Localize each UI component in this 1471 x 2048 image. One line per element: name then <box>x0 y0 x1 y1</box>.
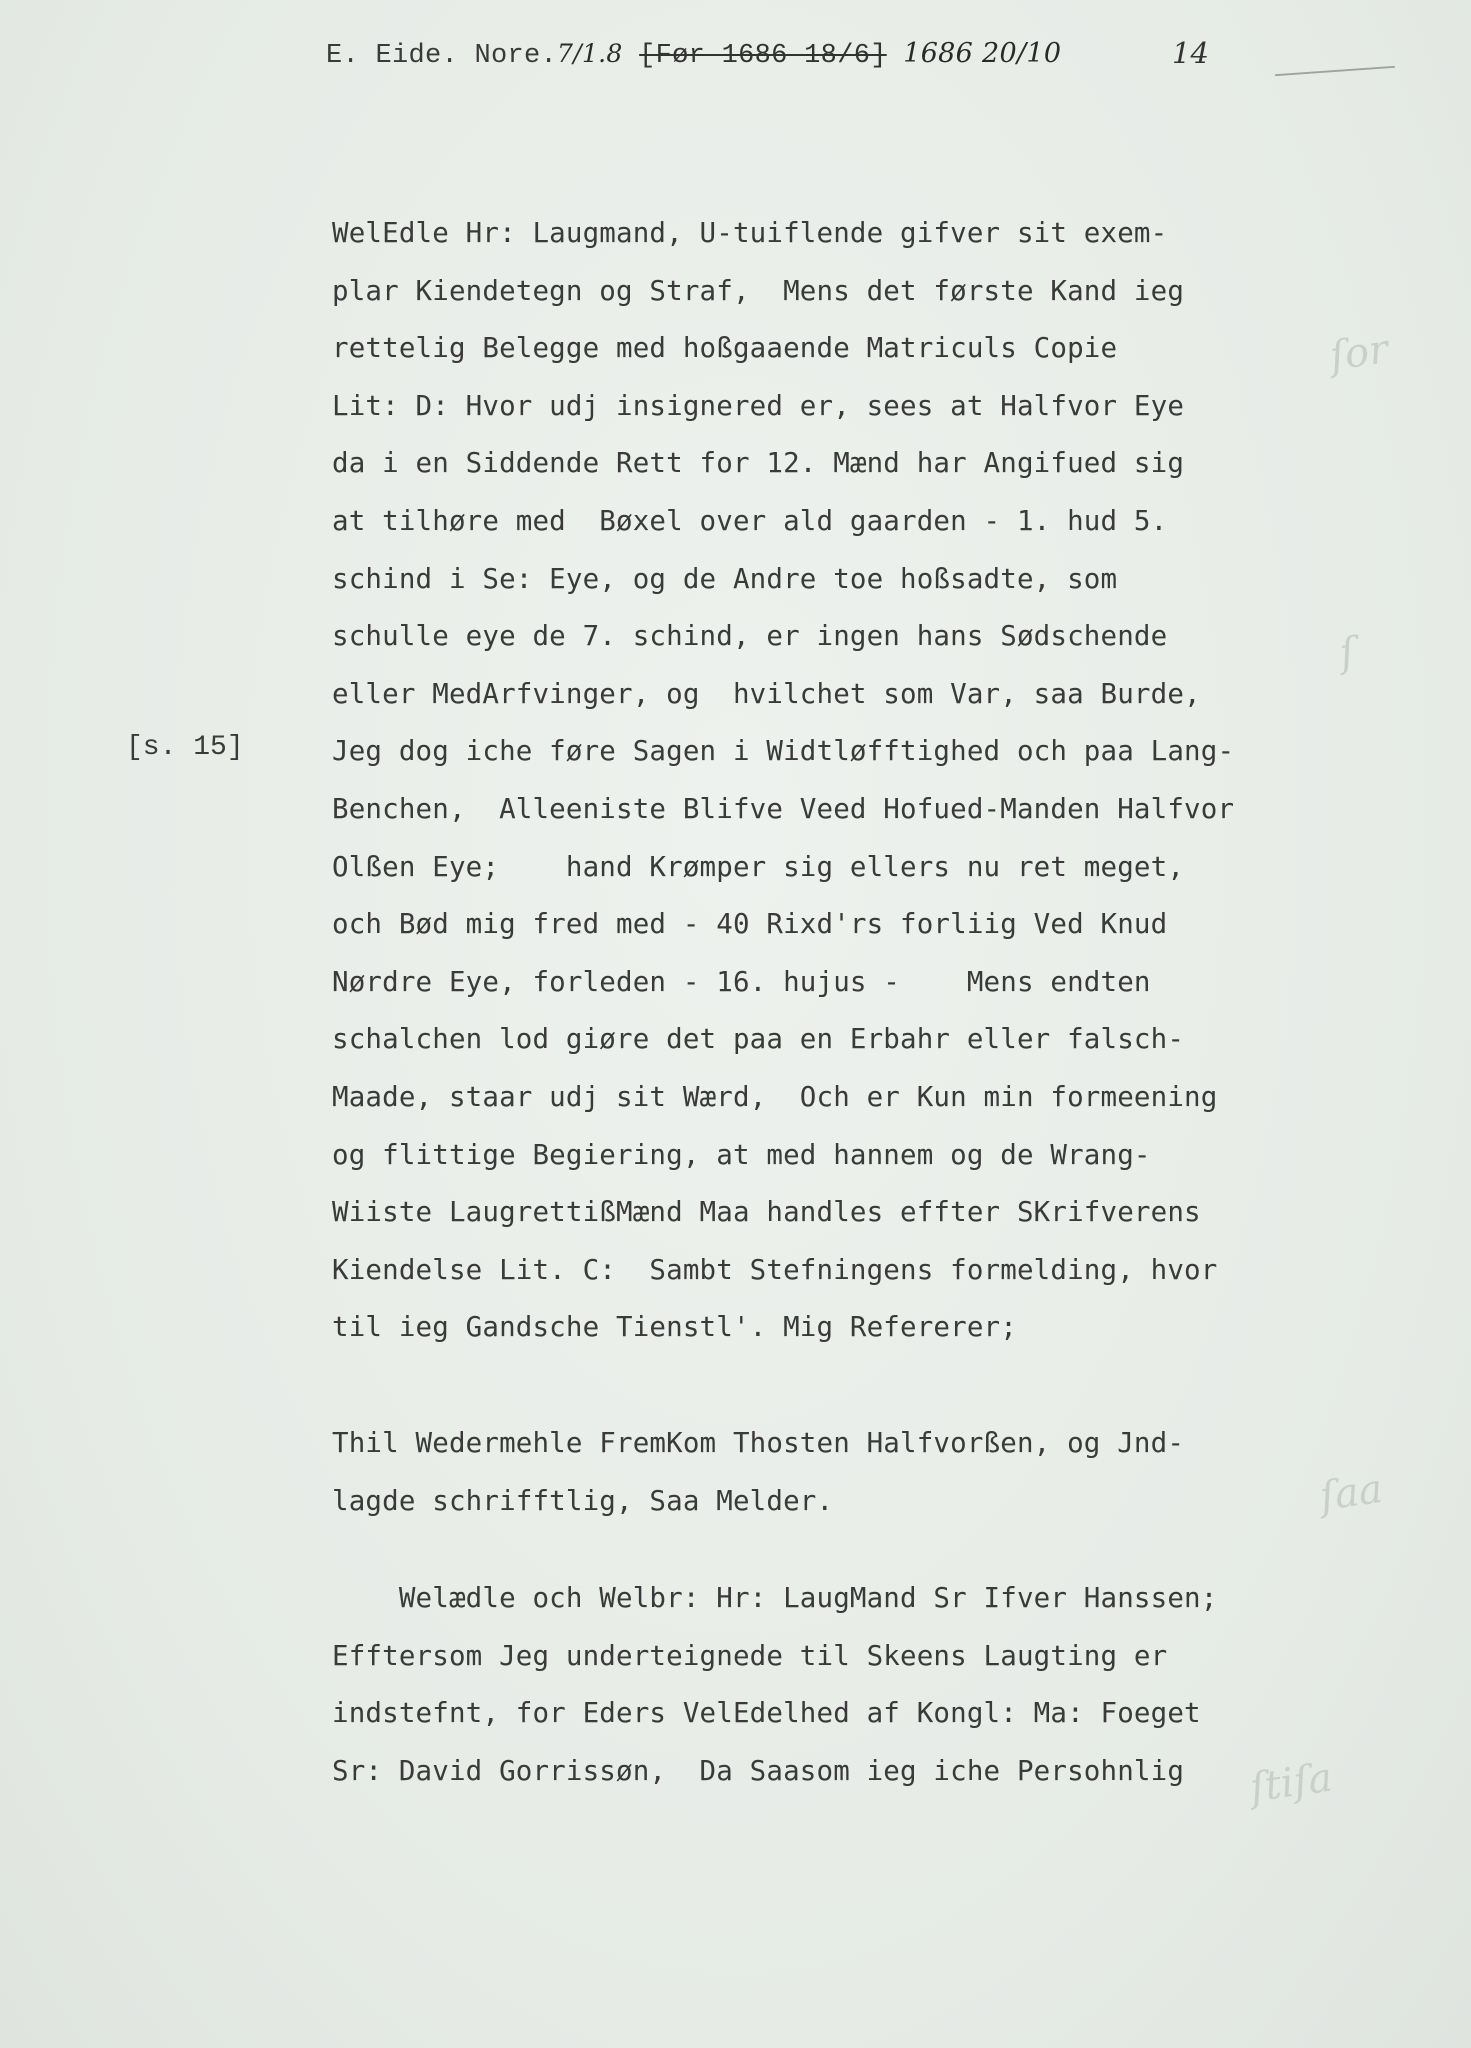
faint-bleedthrough-mark: ſaa <box>1317 1465 1386 1521</box>
page-header <box>326 38 1061 71</box>
header-handwritten-date: 1686 20/10 <box>903 38 1062 69</box>
header-reference: 7/1.8 <box>557 39 623 68</box>
margin-pencil-mark <box>1275 66 1395 76</box>
faint-bleedthrough-mark: ſ <box>1336 629 1358 677</box>
margin-page-reference: [s. 15] <box>126 732 244 763</box>
page-number: 14 <box>1172 36 1209 70</box>
body-paragraph-2: Thil Wedermehle FremKom Thosten Halfvorßen, og Jnd- lagde schrifftlig, Saa Melder. <box>332 1427 1185 1517</box>
body-paragraph-1: WelEdle Hr: Laugmand, U-tuiflende gifver sit exem- plar Kiendetegn og Straf, Mens det første Kand ieg rettelig Belegge med hoßgaaende Matriculs Copie Lit: D: Hvor udj insignered er, sees at Halfvor Eye da i en Siddende Rett for 12. Mænd har Angifued sig at tilhøre med Bøxel over ald gaarden - 1. hud 5. schind i Se: Eye, og de Andre toe hoßsadte, som schulle eye de 7. schind, er ingen hans Sødschende eller MedArfvinger, og hvilchet som Var, saa Burde, Jeg dog iche føre Sagen i Widtløfftighed och paa Lang- Benchen, Alleeniste Blifve Veed Hofued-Manden Halfvor Olßen Eye; hand Krømper sig ellers nu ret meget, och Bød mig fred med - 40 Rixd'rs forliig Ved Knud Nørdre Eye, forleden - 16. hujus - Mens endten schalchen lod giøre det paa en Erbahr eller falsch- Maade, staar udj sit Wærd, Och er Kun min formeening og flittige Begiering, at med hannem og de Wrang- Wiiste LaugrettißMænd Maa handles effter SKrifverens Kiendelse Lit. C: Sambt Stefningens formelding, hvor til ieg Gandsche Tienstl'. Mig Refererer; <box>332 217 1235 1344</box>
faint-bleedthrough-mark: ſor <box>1327 326 1391 380</box>
header-location: E. Eide. Nore. <box>326 41 558 71</box>
body-paragraph-3: Welædle och Welbr: Hr: LaugMand Sr Ifver Hanssen; Efftersom Jeg underteignede til Skeens Laugting er indstefnt, for Eders VelEdelhed af Kongl: Ma: Foeget Sr: David Gorrissøn, Da Saasom ieg iche Persohnlig <box>332 1582 1218 1787</box>
faint-bleedthrough-mark: ſtiſa <box>1247 1754 1336 1812</box>
header-struck-date: [Før 1686 18/6] <box>639 41 887 71</box>
